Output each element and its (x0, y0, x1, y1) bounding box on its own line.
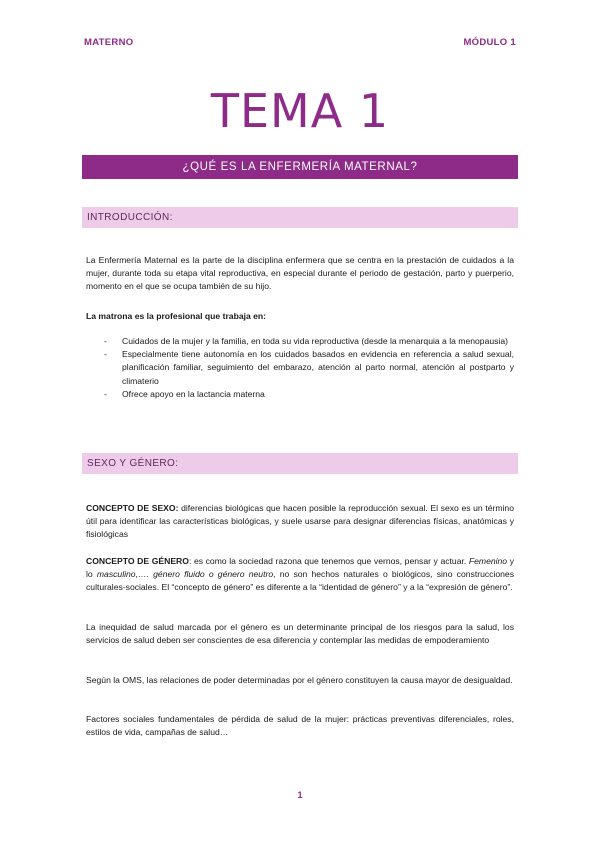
list-item: - Cuidados de la mujer y la familia, en toda su vida reproductiva (desde la menarquia a la menopausia) (86, 335, 514, 348)
genero-text-1: : es como la sociedad razona que tenemos que vernos, pensar y actuar. (188, 556, 469, 566)
list-item: - Especialmente tiene autonomía en los cuidados basados en evidencia en referencia a salud sexual, planificación familiar, seguimiento del embarazo, atención al parto normal, atención al postparto y climaterio (86, 348, 514, 388)
list-item: - Ofrece apoyo en la lactancia materna (86, 388, 514, 401)
matrona-list (86, 335, 514, 401)
page-title: TEMA 1 (210, 84, 390, 138)
header-subject: MATERNO (84, 37, 134, 48)
genero-italic-2: masculino,…. género fluido o género neutro (96, 569, 274, 580)
matrona-text: La matrona es la profesional que trabaja en: (86, 311, 267, 321)
sexo-text: diferencias biológicas que hacen posible la reproducción sexual. El sexo es un término útil para identificar las características biológicas, y suele usarse para designar diferencias físicas, anatómicas y fisiológicas (86, 503, 514, 540)
oms-paragraph: Según la OMS, las relaciones de poder determinadas por el género constituyen la causa mayor de desigualdad. (86, 675, 513, 685)
matrona-paragraph (86, 310, 514, 323)
sexo-paragraph (86, 502, 514, 542)
section-heading-introduccion: INTRODUCCIÓN: (82, 207, 518, 228)
factores-paragraph: Factores sociales fundamentales de pérdida de salud de la mujer: prácticas preventivas diferenciales, roles, estilos de vida, campañas de salud… (86, 714, 514, 738)
section-heading-sexo-genero: SEXO Y GÉNERO: (82, 453, 518, 474)
sexo-label: CONCEPTO DE SEXO: (86, 503, 179, 513)
page-number: 1 (297, 790, 303, 800)
genero-italic-1: Femenino (468, 556, 508, 566)
genero-text-3: , no son hechos naturales o biológicos, sino construcciones culturales-sociales. El “concepto de género” es diferente a la “identidad de género” y a la “expresión de género”. (86, 569, 514, 593)
intro-paragraph: La Enfermería Maternal es la parte de la disciplina enfermera que se centra en la prestación de cuidados a la mujer, durante toda su etapa vital reproductiva, en especial durante el periodo de gestación, parto y puerperio, momento en el que se ocupa también de su hijo. (86, 255, 514, 292)
header-module: MÓDULO 1 (463, 37, 516, 48)
genero-text-2: y lo (86, 556, 514, 580)
inequidad-paragraph: La inequidad de salud marcada por el género es un determinante principal de los riesgos para la salud, los servicios de salud deben ser conscientes de esa diferencia y contemplar las medidas de empoderamiento (86, 622, 514, 646)
title-banner: ¿QUÉ ES LA ENFERMERÍA MATERNAL? (82, 155, 518, 179)
genero-paragraph (86, 555, 514, 595)
genero-label: CONCEPTO DE GÉNERO (86, 556, 189, 566)
